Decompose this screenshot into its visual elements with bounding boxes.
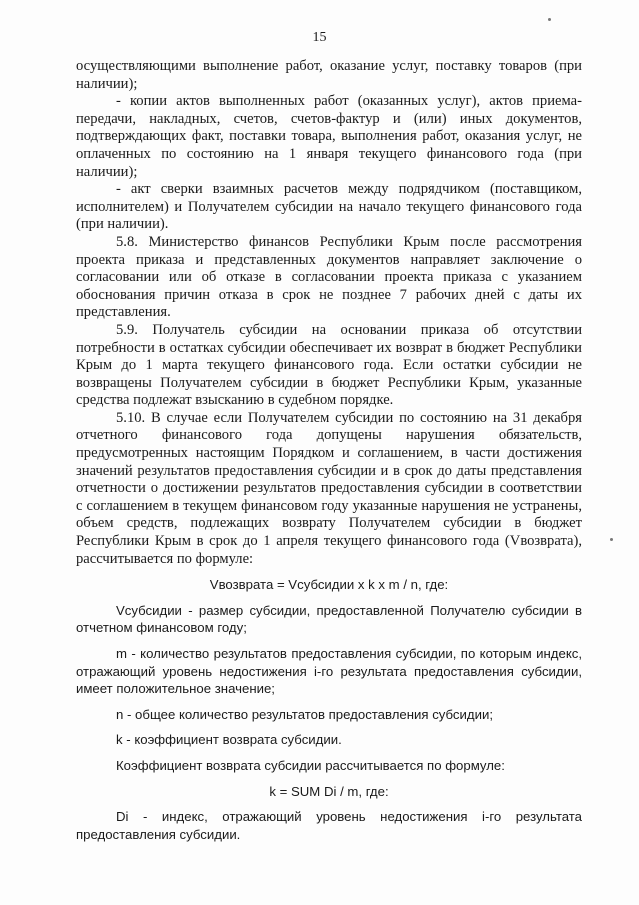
clause-5-10: 5.10. В случае если Получателем субсидии по состоянию на 31 декабря отчетного финансового года допущены нарушения обязательств, предусмотренных настоящим Порядком и соглашением, в части достижения значений результатов предоставления субсидии и в срок до даты представления отчетности о достижении результатов предоставления субсидии в соответствии с соглашением в текущем финансовом году указанные нарушения не устранены, объем средств, подлежащих возврату Получателем субсидии в бюджет Республики Крым в срок до 1 апреля текущего финансового года (Vвозврата), рассчитывается по формуле: (76, 409, 582, 567)
scan-speck (610, 538, 613, 541)
paragraph-continuation: осуществляющими выполнение работ, оказание услуг, поставку товаров (при наличии); (76, 58, 582, 92)
formula-coefficient: k = SUM Di / m, где: (269, 783, 389, 799)
scan-speck (548, 18, 551, 21)
definition-v-subsidy: Vсубсидии - размер субсидии, предоставленной Получателю субсидии в отчетном финансовом году; (76, 602, 582, 636)
clause-5-9: 5.9. Получатель субсидии на основании приказа об отсутствии потребности в остатках субсидии обеспечивает их возврат в бюджет Республики Крым до 1 марта текущего финансового года. Если остатки субсидии не возвращены Получателем субсидии в бюджет Республики Крым, указанные средства подлежат взысканию в судебном порядке. (76, 321, 582, 409)
definition-n: n - общее количество результатов предоставления субсидии; (116, 706, 493, 722)
definition-di: Di - индекс, отражающий уровень недостижения i-го результата предоставления субсидии. (76, 809, 582, 842)
list-item-reconciliation-act: - акт сверки взаимных расчетов между подрядчиком (поставщиком, исполнителем) и Получателем субсидии на начало текущего финансового года (при наличии). (76, 181, 582, 233)
list-item-acts-copies: - копии актов выполненных работ (оказанных услуг), актов приема-передачи, накладных, счетов, счетов-фактур и (или) иных документов, подтверждающих факт, поставки товара, выполнения работ, оказания услуг, не оплаченных по состоянию на 1 января текущего финансового года (при наличии); (76, 93, 582, 180)
definition-m: m - количество результатов предоставления субсидии, по которым индекс, отражающий уровень недостижения i-го результата предоставления субсидии, имеет положительное значение; (76, 646, 582, 697)
clause-5-8: 5.8. Министерство финансов Республики Крым после рассмотрения проекта приказа и представленных документов направляет заключение о согласовании или об отказе в согласовании проекта приказа с указанием обоснования причин отказа в срок не позднее 7 рабочих дней с даты их представления. (76, 233, 582, 321)
page-number: 15 (312, 30, 327, 45)
coefficient-intro: Коэффициент возврата субсидии рассчитывается по формуле: (116, 757, 505, 773)
document-body (76, 58, 582, 843)
formula-return-volume: Vвозврата = Vсубсидии х k х m / n, где: (209, 577, 449, 593)
definition-k: k - коэффициент возврата субсидии. (116, 732, 342, 748)
